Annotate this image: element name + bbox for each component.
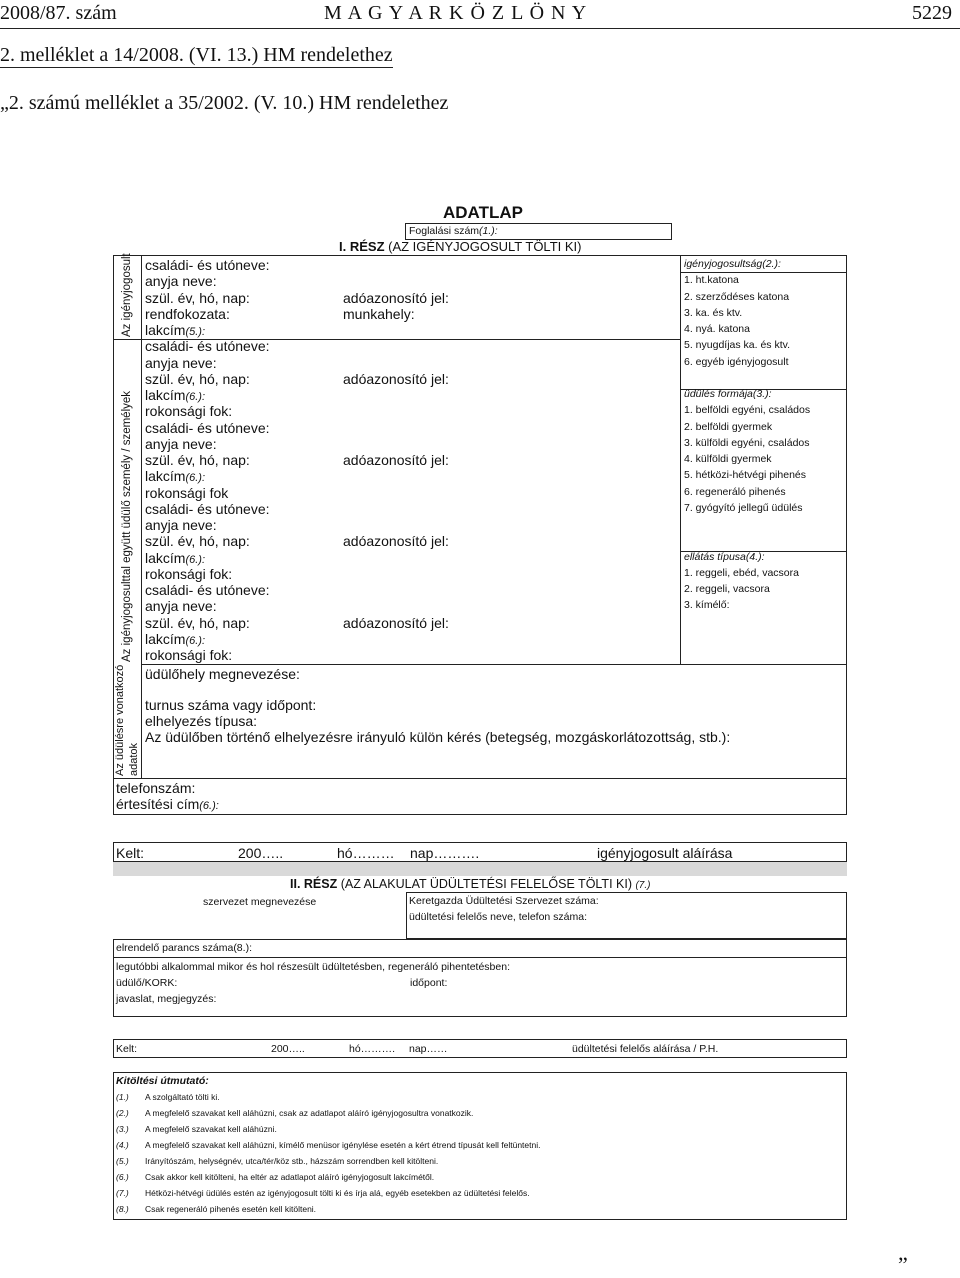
row-label-text: szül. év, hó, nap: bbox=[145, 533, 250, 550]
row-label-text: szül. év, hó, nap: bbox=[145, 614, 250, 631]
row-label-text: rokonsági fok bbox=[145, 484, 229, 501]
side-label-udulesre-1: Az üdülésre vonatkozó bbox=[114, 664, 126, 776]
row-label bbox=[145, 338, 270, 354]
side-label-udulesre-2: adatok bbox=[128, 742, 140, 776]
ertesitesi-label: értesítési cím(6.): bbox=[116, 796, 219, 812]
keretgazda-label: Keretgazda Üdültetési Szervezet száma: bbox=[409, 895, 599, 907]
row-label-text: anyja neve: bbox=[145, 435, 217, 452]
row-label bbox=[145, 322, 205, 338]
elrendelo-label: elrendelő parancs száma(8.): bbox=[116, 942, 252, 954]
row-label-ref: (6.): bbox=[185, 391, 206, 403]
option-group-title: igényjogosultság(2.): bbox=[684, 258, 781, 270]
row-label-text: rokonsági fok: bbox=[145, 403, 233, 420]
instruction-text: A megfelelő szavakat kell aláhúzni, kímélő menüsor igénylése esetén a kért étrend típusát kell feltüntetni. bbox=[145, 1140, 541, 1150]
kelt2-ev: 200….. bbox=[271, 1043, 305, 1055]
row-label-text: lakcím bbox=[145, 549, 186, 566]
instruction-text: Irányítószám, helységnév, utca/tér/köz stb., házszám sorrendben kell kitölteni. bbox=[145, 1156, 439, 1166]
annex-line-1: 2. melléklet a 14/2008. (VI. 13.) HM rendelethez bbox=[0, 44, 393, 66]
row-label-text: családi- és utóneve: bbox=[145, 419, 270, 436]
option-item: 4. nyá. katona bbox=[684, 323, 750, 335]
part2-heading: II. RÉSZ (AZ ALAKULAT ÜDÜLTETÉSI FELELŐSE TÖLTI KI) (7.) bbox=[290, 877, 651, 891]
row-label-text: anyja neve: bbox=[145, 354, 217, 371]
telefonszam-label: telefonszám: bbox=[116, 780, 196, 796]
row-label bbox=[145, 582, 270, 598]
option-item: 7. gyógyító jellegű üdülés bbox=[684, 501, 803, 514]
section-line-3 bbox=[113, 778, 847, 779]
part1-heading: I. RÉSZ (AZ IGÉNYJOGOSULT TÖLTI KI) bbox=[339, 239, 582, 254]
kelt1-nap: nap………. bbox=[410, 845, 480, 861]
row-label-text: lakcím bbox=[145, 322, 186, 338]
row-label bbox=[145, 355, 217, 371]
row-label-text: családi- és utóneve: bbox=[145, 338, 270, 355]
foglalasi-label: Foglalási szám(1.): bbox=[409, 225, 498, 237]
instruction-number: (1.) bbox=[116, 1092, 129, 1102]
row-label-ref: (5.): bbox=[185, 326, 206, 338]
instruction-number: (6.) bbox=[116, 1172, 129, 1182]
page-header-left: 2008/87. szám bbox=[0, 2, 117, 24]
row-label-text: anyja neve: bbox=[145, 273, 217, 290]
kelt2-label: Kelt: bbox=[116, 1043, 138, 1055]
instruction-number: (5.) bbox=[116, 1156, 129, 1166]
section-line-2 bbox=[141, 664, 847, 665]
row-mid-label: adóazonosító jel: bbox=[343, 533, 449, 550]
instruction-text: A megfelelő szavakat kell aláhúzni, csak az adatlapot aláíró igényjogosultra vonatkozik. bbox=[145, 1108, 474, 1118]
elhelyezes-label: elhelyezés típusa: bbox=[145, 713, 258, 729]
kelt2-box bbox=[113, 1039, 847, 1058]
page-header-right: 5229 bbox=[912, 2, 952, 24]
javaslat-label: javaslat, megjegyzés: bbox=[116, 993, 217, 1005]
option-item: 1. ht.katona bbox=[684, 274, 739, 287]
option-item: 5. nyugdíjas ka. és ktv. bbox=[684, 339, 791, 352]
instruction-text: A megfelelő szavakat kell aláhúzni. bbox=[145, 1124, 277, 1134]
row-label bbox=[145, 257, 270, 273]
side-label-igenyjogosult: Az igényjogosult bbox=[121, 253, 133, 337]
row-label bbox=[145, 436, 217, 452]
kulon-keres-label: Az üdülőben történő elhelyezésre irányuló külön kérés (betegség, mozgáskorlátozottság, stb.): bbox=[145, 729, 731, 745]
udulo-kork-label: üdülő/KORK: bbox=[116, 977, 178, 989]
row-label bbox=[145, 615, 250, 631]
row-label-text: anyja neve: bbox=[145, 517, 217, 533]
row-label bbox=[145, 420, 270, 436]
option-item: 6. regeneráló pihenés bbox=[684, 485, 786, 498]
row-label-text: szül. év, hó, nap: bbox=[145, 370, 250, 387]
instruction-text: Hétközi-hétvégi üdülés estén az igényjogosult tölti ki és írja alá, egyéb esetekben az üdültetési felelős. bbox=[145, 1188, 530, 1198]
side-separator bbox=[141, 255, 142, 778]
idopont-label: időpont: bbox=[410, 977, 448, 989]
annex-line-2: „2. számú melléklet a 35/2002. (V. 10.) HM rendelethez bbox=[0, 92, 449, 114]
udulohely-label: üdülőhely megnevezése: bbox=[145, 666, 300, 682]
side-label-egyutt-udulo: Az igényjogosulttal együtt üdülő személy / személyek bbox=[121, 390, 133, 662]
row-label bbox=[145, 452, 250, 468]
instruction-number: (3.) bbox=[116, 1124, 129, 1134]
row-label bbox=[145, 501, 270, 517]
foglalasi-box bbox=[405, 223, 672, 240]
form-title: ADATLAP bbox=[443, 203, 523, 222]
szervezet-label: szervezet megnevezése bbox=[203, 896, 317, 908]
instruction-number: (7.) bbox=[116, 1188, 129, 1198]
instruction-number: (4.) bbox=[116, 1140, 129, 1150]
option-item: 1. belföldi egyéni, családos bbox=[684, 404, 811, 417]
elrendelo-line bbox=[113, 957, 847, 958]
instruction-number: (2.) bbox=[116, 1108, 129, 1118]
instruction-number: (8.) bbox=[116, 1204, 129, 1214]
row-label bbox=[145, 647, 232, 663]
row-mid-label: adóazonosító jel: bbox=[343, 452, 449, 468]
instruction-text: Csak regeneráló pihenés esetén kell kitölteni. bbox=[145, 1204, 317, 1214]
row-label bbox=[145, 631, 205, 647]
row-label bbox=[145, 371, 250, 387]
row-label bbox=[145, 387, 205, 403]
option-item: 2. belföldi gyermek bbox=[684, 420, 773, 433]
row-label-text: rendfokozata: bbox=[145, 305, 230, 322]
kelt1-ev: 200….. bbox=[238, 845, 284, 861]
legutobbi-label: legutóbbi alkalommal mikor és hol részesült üdültetésben, regeneráló pihentetésben: bbox=[116, 961, 510, 973]
row-label-text: lakcím bbox=[145, 387, 186, 403]
option-item: 2. szerződéses katona bbox=[684, 290, 790, 303]
row-label-text: rokonsági fok: bbox=[145, 565, 233, 582]
instruction-text: A szolgáltató tölti ki. bbox=[145, 1092, 220, 1102]
row-label bbox=[145, 533, 250, 549]
row-label bbox=[145, 273, 217, 289]
row-mid-label: adóazonosító jel: bbox=[343, 289, 449, 306]
kelt1-alairas: igényjogosult aláírása bbox=[597, 845, 733, 861]
row-label-text: szül. év, hó, nap: bbox=[145, 452, 250, 468]
row-label-ref: (6.): bbox=[185, 472, 206, 485]
row-label bbox=[145, 306, 230, 322]
option-group-title: ellátás típusa(4.): bbox=[684, 550, 765, 563]
row-label bbox=[145, 290, 250, 306]
row-label-text: lakcím bbox=[145, 468, 186, 485]
turnus-label: turnus száma vagy időpont: bbox=[145, 697, 317, 713]
kelt1-label: Kelt: bbox=[116, 845, 145, 861]
kelt2-ho: hó………. bbox=[349, 1043, 396, 1055]
kelt1-ho: hó……… bbox=[337, 845, 395, 861]
row-label-text: anyja neve: bbox=[145, 598, 217, 615]
page-header-center: M A G Y A R K Ö Z L Ö N Y bbox=[324, 2, 588, 24]
instruction-text: Csak akkor kell kitölteni, ha eltér az adatlapot aláíró igényjogosult lakcímétől. bbox=[145, 1172, 435, 1182]
option-item: 3. kímélő: bbox=[684, 599, 730, 612]
right-column-separator bbox=[680, 255, 681, 665]
option-group-title: üdülés formája(3.): bbox=[684, 388, 772, 400]
row-label bbox=[145, 598, 217, 614]
row-label-ref: (6.): bbox=[185, 553, 206, 566]
option-item: 5. hétközi-hétvégi pihenés bbox=[684, 469, 806, 482]
row-label-text: családi- és utóneve: bbox=[145, 500, 270, 517]
row-label-text: családi- és utóneve: bbox=[145, 582, 270, 598]
kelt2-alairas: üdültetési felelős aláírása / P.H. bbox=[572, 1043, 719, 1055]
closing-quote: ” bbox=[898, 1252, 908, 1277]
instructions-title: Kitöltési útmutató: bbox=[116, 1075, 209, 1087]
kelt1-box bbox=[113, 842, 847, 862]
option-item: 4. külföldi gyermek bbox=[684, 453, 772, 465]
row-label bbox=[145, 517, 217, 533]
row-label-text: szül. év, hó, nap: bbox=[145, 289, 250, 306]
row-label-text: családi- és utóneve: bbox=[145, 257, 270, 273]
udultetesi-felelos-label: üdültetési felelős neve, telefon száma: bbox=[409, 911, 588, 923]
row-label bbox=[145, 550, 205, 566]
row-label bbox=[145, 468, 205, 484]
row-label-text: rokonsági fok: bbox=[145, 647, 233, 663]
kelt2-nap: nap…… bbox=[409, 1043, 448, 1055]
rc-line-1 bbox=[680, 272, 847, 273]
row-label bbox=[145, 485, 228, 501]
option-item: 3. ka. és ktv. bbox=[684, 306, 743, 319]
option-item: 3. külföldi egyéni, családos bbox=[684, 436, 810, 449]
option-item: 1. reggeli, ebéd, vacsora bbox=[684, 566, 799, 579]
row-mid-label: adóazonosító jel: bbox=[343, 614, 449, 631]
row-mid-label: adóazonosító jel: bbox=[343, 370, 449, 387]
row-label-ref: (6.): bbox=[185, 634, 206, 647]
separator-band bbox=[113, 862, 847, 876]
row-label-text: lakcím bbox=[145, 630, 186, 647]
row-label bbox=[145, 403, 232, 419]
row-mid-label: munkahely: bbox=[343, 305, 415, 322]
option-item: 2. reggeli, vacsora bbox=[684, 583, 770, 595]
option-item: 6. egyéb igényjogosult bbox=[684, 355, 789, 368]
row-label bbox=[145, 566, 232, 582]
header-rule bbox=[0, 28, 960, 29]
